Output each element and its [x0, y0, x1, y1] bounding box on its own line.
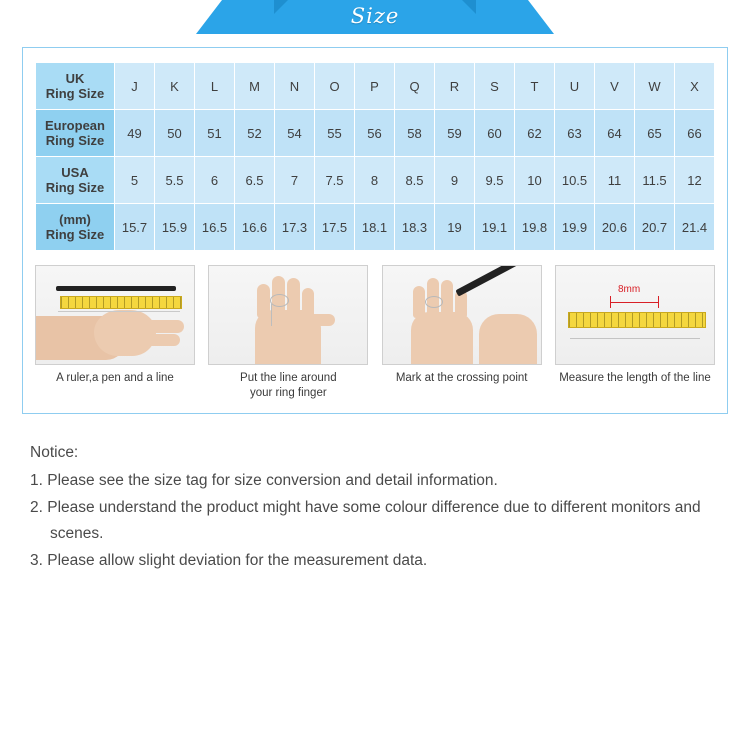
cell-usa-6: 8: [355, 157, 395, 204]
cell-mm-14: 21.4: [675, 204, 715, 251]
second-hand-shape: [479, 314, 537, 364]
cell-mm-12: 20.6: [595, 204, 635, 251]
mark-crossing-point-photo: [382, 265, 542, 365]
cell-uk-8: R: [435, 63, 475, 110]
cell-mm-0: 15.7: [115, 204, 155, 251]
pen-icon: [56, 286, 176, 291]
cell-usa-12: 11: [595, 157, 635, 204]
ruler-icon: [568, 312, 706, 328]
measurement-steps: [35, 265, 715, 401]
cell-uk-11: U: [555, 63, 595, 110]
measurement-label: 8mm: [617, 284, 641, 295]
table-row: [36, 204, 715, 251]
ruler-pen-line-photo: [35, 265, 195, 365]
finger-shape: [257, 284, 270, 318]
notice-section: [30, 440, 720, 574]
step-1: [35, 265, 195, 401]
step-3: [382, 265, 542, 401]
cell-uk-6: P: [355, 63, 395, 110]
cell-mm-13: 20.7: [635, 204, 675, 251]
thread-line: [271, 304, 274, 326]
cell-mm-10: 19.8: [515, 204, 555, 251]
cell-eu-14: 66: [675, 110, 715, 157]
row-header-uk: [36, 63, 115, 110]
cell-eu-4: 54: [275, 110, 315, 157]
cell-mm-4: 17.3: [275, 204, 315, 251]
thumb-shape: [313, 314, 335, 326]
ruler-ticks: [569, 313, 705, 327]
page-banner: [0, 0, 750, 34]
cell-usa-2: 6: [195, 157, 235, 204]
cell-mm-7: 18.3: [395, 204, 435, 251]
notice-item-2: 2. Please understand the product might have some colour difference due to different monitors and scenes.: [30, 499, 701, 542]
notice-list: [30, 468, 720, 574]
cell-mm-6: 18.1: [355, 204, 395, 251]
cell-uk-2: L: [195, 63, 235, 110]
row-header-usa-line1: USA: [61, 165, 89, 180]
page-title: Size: [350, 4, 400, 28]
step-2-caption-line2: your ring finger: [249, 387, 327, 399]
cell-usa-11: 10.5: [555, 157, 595, 204]
cell-uk-5: O: [315, 63, 355, 110]
cell-eu-6: 56: [355, 110, 395, 157]
cell-uk-13: W: [635, 63, 675, 110]
cell-mm-2: 16.5: [195, 204, 235, 251]
table-row: [36, 63, 715, 110]
cell-eu-7: 58: [395, 110, 435, 157]
ruler-ticks: [61, 297, 181, 308]
finger-shape: [413, 286, 425, 318]
row-header-uk-line2: Ring Size: [45, 86, 105, 101]
cell-uk-10: T: [515, 63, 555, 110]
notice-item-1: 1. Please see the size tag for size conversion and detail information.: [30, 472, 498, 489]
cell-usa-10: 10: [515, 157, 555, 204]
cell-usa-13: 11.5: [635, 157, 675, 204]
cell-usa-9: 9.5: [475, 157, 515, 204]
cell-eu-0: 49: [115, 110, 155, 157]
step-4-caption: Measure the length of the line: [559, 372, 711, 384]
cell-mm-3: 16.6: [235, 204, 275, 251]
cell-eu-5: 55: [315, 110, 355, 157]
cell-uk-14: X: [675, 63, 715, 110]
hand-shape: [94, 310, 156, 356]
cell-uk-3: M: [235, 63, 275, 110]
step-4: [555, 265, 715, 401]
finger-shape: [144, 334, 180, 346]
cell-usa-14: 12: [675, 157, 715, 204]
size-chart-card: [22, 47, 728, 414]
table-row: [36, 157, 715, 204]
cell-uk-7: Q: [395, 63, 435, 110]
cell-mm-1: 15.9: [155, 204, 195, 251]
row-header-mm: [36, 204, 115, 251]
cell-usa-7: 8.5: [395, 157, 435, 204]
row-header-uk-line1: UK: [65, 71, 85, 86]
hand-shape: [255, 310, 321, 365]
step-2-caption-line1: Put the line around: [240, 372, 337, 384]
step-3-caption: Mark at the crossing point: [395, 372, 528, 384]
cell-uk-12: V: [595, 63, 635, 110]
cell-eu-11: 63: [555, 110, 595, 157]
cell-uk-9: S: [475, 63, 515, 110]
dimension-line: [610, 302, 658, 303]
thread-loop-icon: [425, 296, 443, 308]
cell-usa-3: 6.5: [235, 157, 275, 204]
ring-size-table: [35, 62, 715, 251]
cell-usa-4: 7: [275, 157, 315, 204]
step-2-caption: [208, 371, 368, 401]
notice-item-3: 3. Please allow slight deviation for the measurement data.: [30, 552, 428, 569]
cell-uk-4: N: [275, 63, 315, 110]
cell-usa-0: 5: [115, 157, 155, 204]
row-header-european-line1: European: [45, 118, 105, 133]
step-2: [208, 265, 368, 401]
cell-usa-5: 7.5: [315, 157, 355, 204]
cell-mm-8: 19: [435, 204, 475, 251]
cell-mm-5: 17.5: [315, 204, 355, 251]
cell-uk-0: J: [115, 63, 155, 110]
hand-shape: [411, 312, 473, 365]
cell-usa-8: 9: [435, 157, 475, 204]
dimension-tick-right: [658, 296, 659, 308]
cell-mm-11: 19.9: [555, 204, 595, 251]
cell-mm-9: 19.1: [475, 204, 515, 251]
finger-shape: [144, 320, 184, 333]
row-header-european-line2: Ring Size: [45, 133, 105, 148]
thread-line: [58, 311, 180, 312]
ruler-icon: [60, 296, 182, 309]
row-header-mm-line2: Ring Size: [45, 227, 105, 242]
cell-uk-1: K: [155, 63, 195, 110]
row-header-mm-line1: (mm): [59, 212, 91, 227]
row-header-usa-line2: Ring Size: [45, 180, 105, 195]
cell-eu-8: 59: [435, 110, 475, 157]
cell-eu-1: 50: [155, 110, 195, 157]
dimension-tick-left: [610, 296, 611, 308]
table-row: [36, 110, 715, 157]
cell-eu-10: 62: [515, 110, 555, 157]
thread-line: [570, 338, 700, 339]
row-header-european: [36, 110, 115, 157]
cell-eu-2: 51: [195, 110, 235, 157]
notice-title: Notice:: [30, 444, 79, 461]
finger-shape: [287, 278, 300, 318]
cell-usa-1: 5.5: [155, 157, 195, 204]
cell-eu-12: 64: [595, 110, 635, 157]
row-header-usa: [36, 157, 115, 204]
measure-line-photo: [555, 265, 715, 365]
cell-eu-13: 65: [635, 110, 675, 157]
cell-eu-9: 60: [475, 110, 515, 157]
line-around-finger-photo: [208, 265, 368, 365]
step-1-caption: A ruler,a pen and a line: [56, 372, 174, 384]
cell-eu-3: 52: [235, 110, 275, 157]
